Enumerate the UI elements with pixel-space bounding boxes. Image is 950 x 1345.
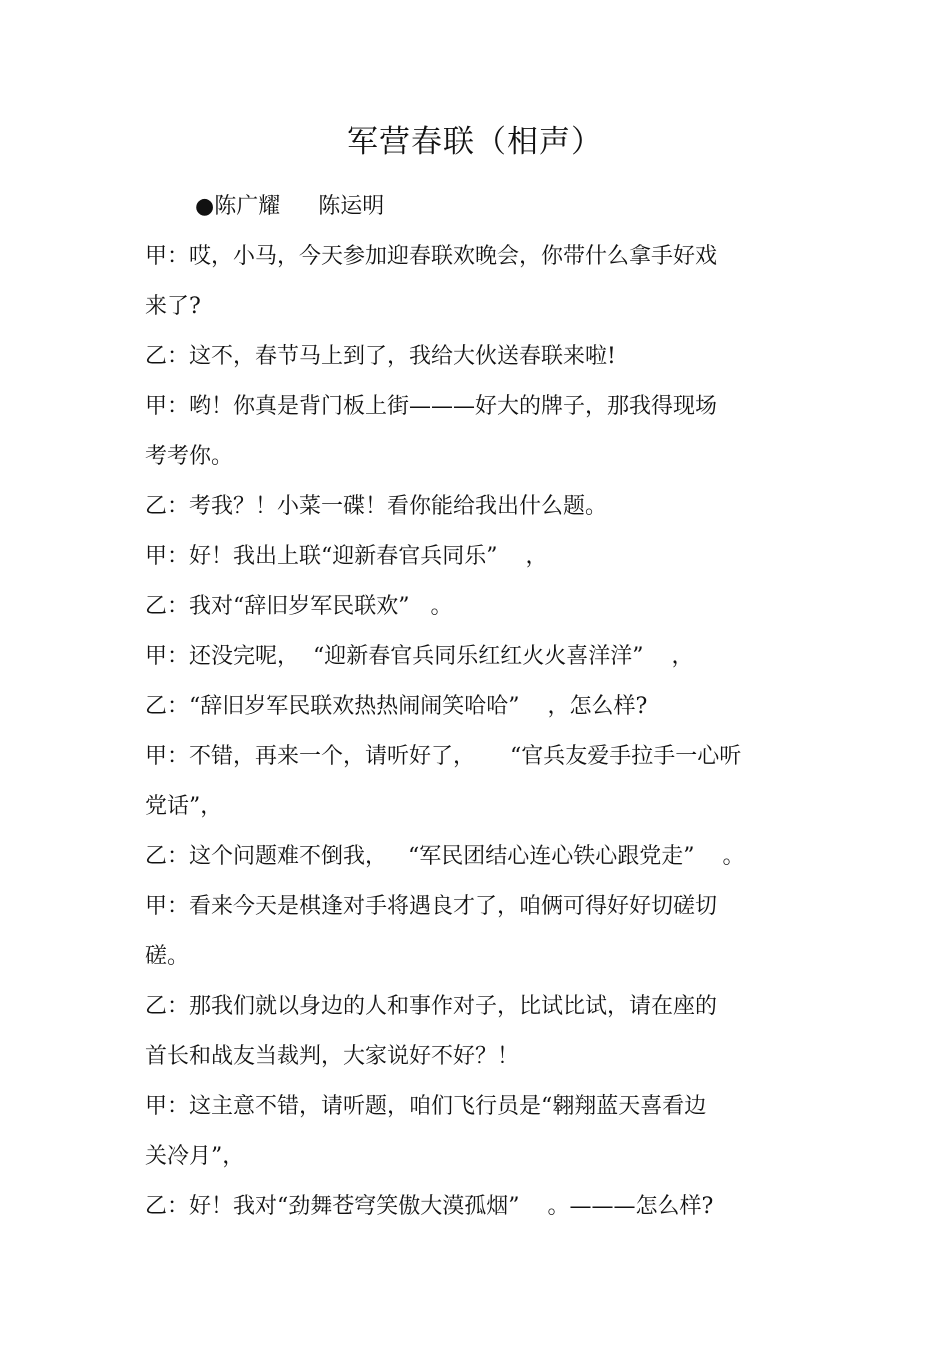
dialogue-line: 乙：这个问题难不倒我， “军民团结心连心铁心跟党走” 。 bbox=[145, 844, 745, 869]
dialogue-line: 甲：哟！你真是背门板上街———好大的牌子，那我得现场 bbox=[145, 394, 718, 419]
dialogue-line: 甲：还没完呢， “迎新春官兵同乐红红火火喜洋洋” ， bbox=[145, 644, 694, 669]
dialogue-line: 考考你。 bbox=[145, 444, 234, 469]
dialogue-line: 甲：好！我出上联“迎新春官兵同乐” ， bbox=[145, 544, 548, 569]
dialogue-line: 甲：看来今天是棋逢对手将遇良才了，咱俩可得好好切磋切 bbox=[145, 894, 718, 919]
author-name: 陈运明 bbox=[318, 194, 385, 219]
dialogue-line: 关冷月”， bbox=[145, 1144, 245, 1169]
author-line bbox=[195, 190, 384, 224]
dialogue-line: 甲：哎，小马，今天参加迎春联欢晚会，你带什么拿手好戏 bbox=[145, 244, 718, 269]
dialogue-line: 甲：不错，再来一个，请听好了， “官兵友爱手拉手一心听 bbox=[145, 744, 742, 769]
dialogue-line: 党话”， bbox=[145, 794, 223, 819]
bullet-icon: ● bbox=[195, 194, 215, 219]
dialogue-line: 乙：“辞旧岁军民联欢热热闹闹笑哈哈” ，怎么样? bbox=[145, 694, 648, 719]
author-name: 陈广耀 bbox=[214, 194, 281, 219]
dialogue-line: 磋。 bbox=[145, 944, 190, 969]
dialogue-line: 乙：这不，春节马上到了，我给大伙送春联来啦! bbox=[145, 344, 616, 369]
dialogue-line: 乙：考我？！小菜一碟！看你能给我出什么题。 bbox=[145, 494, 608, 519]
dialogue-line: 乙：我对“辞旧岁军民联欢” 。 bbox=[145, 594, 453, 619]
page-title: 军营春联（相声） bbox=[347, 124, 603, 160]
dialogue-line: 来了? bbox=[145, 294, 201, 319]
dialogue-line: 乙：那我们就以身边的人和事作对子，比试比试，请在座的 bbox=[145, 994, 718, 1019]
dialogue-line: 首长和战友当裁判，大家说好不好？！ bbox=[145, 1044, 520, 1069]
dialogue-line: 乙：好！我对“劲舞苍穹笑傲大漠孤烟” 。———怎么样? bbox=[145, 1194, 714, 1219]
dialogue-body bbox=[145, 232, 785, 1232]
dialogue-line: 甲：这主意不错，请听题，咱们飞行员是“翱翔蓝天喜看边 bbox=[145, 1094, 707, 1119]
